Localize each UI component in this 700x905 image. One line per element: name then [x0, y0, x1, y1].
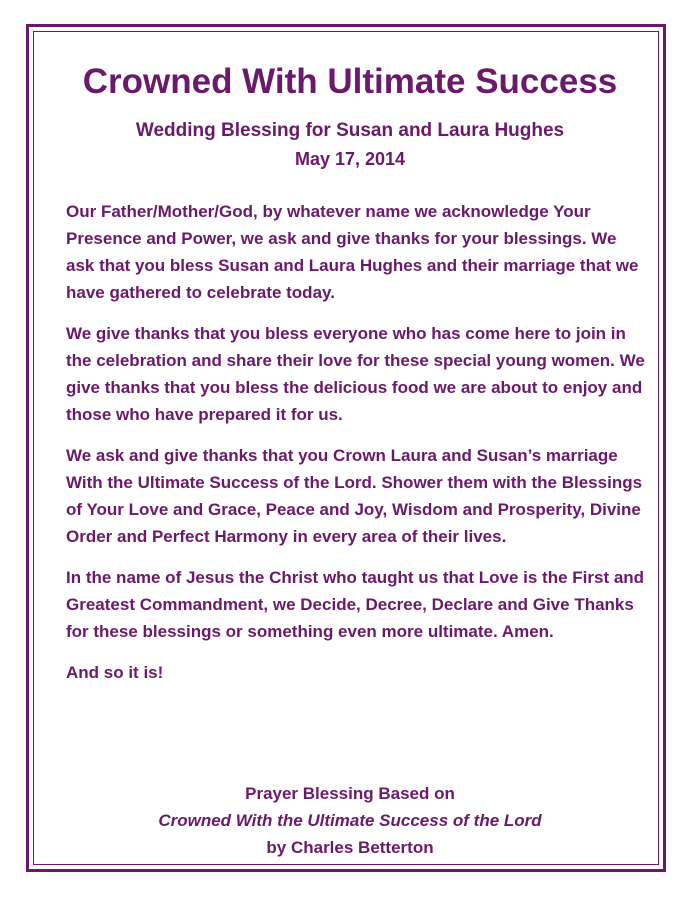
attribution — [0, 780, 700, 861]
paragraph-2: We give thanks that you bless everyone who has come here to join in the celebration and share their love for these special young women. We give thanks that you bless the delicious food we are about to enjoy and those who have prepared it for us. — [66, 324, 645, 424]
document-subtitle: Wedding Blessing for Susan and Laura Hughes — [135, 120, 565, 141]
blessing-body — [66, 198, 646, 700]
paragraph-4: In the name of Jesus the Christ who taught us that Love is the First and Greatest Commandment, we Decide, Decree, Declare and Give Thanks for these blessings or something even more ultimate. Amen. — [66, 568, 645, 641]
document-date: May 17, 2014 — [294, 149, 406, 169]
paragraph-closing: And so it is! — [66, 663, 164, 682]
attribution-author: by Charles Betterton — [266, 838, 434, 857]
attribution-intro: Prayer Blessing Based on — [245, 784, 455, 803]
attribution-book-title: Crowned With the Ultimate Success of the Lord — [158, 811, 542, 830]
paragraph-1: Our Father/Mother/God, by whatever name we acknowledge Your Presence and Power, we ask and give thanks for your blessings. We ask that you bless Susan and Laura Hughes and their marriage that we have gathered to celebrate today. — [66, 202, 639, 302]
paragraph-3: We ask and give thanks that you Crown Laura and Susan’s marriage With the Ultimate Success of the Lord. Shower them with the Blessings of Your Love and Grace, Peace and Joy, Wisdom and Prosperity, Divine Order and Perfect Harmony in every area of their lives. — [66, 446, 643, 546]
document-title: Crowned With Ultimate Success — [82, 62, 618, 101]
